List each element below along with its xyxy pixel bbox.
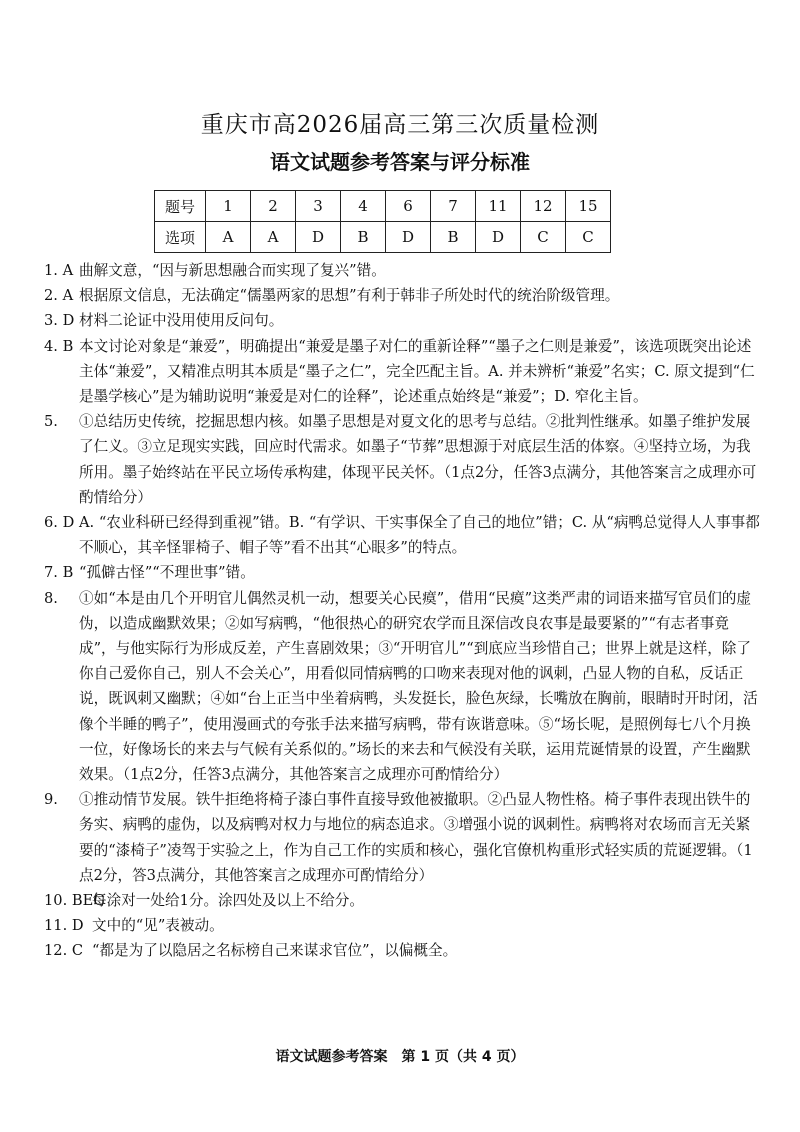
answer-item-8 (44, 586, 760, 788)
answer-item-1 (44, 258, 760, 283)
item-number: 9. (44, 791, 58, 809)
item-number: 8. (44, 589, 58, 607)
item-number: 12. C (44, 942, 84, 960)
answer-item-5 (44, 409, 760, 510)
answer-item-4 (44, 334, 760, 410)
item-text: 根据原文信息，无法确定“儒墨两家的思想”有利于韩非子所处时代的统治阶级管理。 (79, 287, 620, 305)
item-number: 6. D (44, 514, 75, 532)
answer-item-6 (44, 510, 760, 560)
item-text: ①如“本是由几个开明官儿偶然灵机一动，想要关心民瘼”，借用“民瘼”这类严肃的词语来描写官员们的虚伪，以造成幽默效果；②如写病鸭，“他很热心的研究农学而且深信改良农事是最要紧的”“有志者事竟成”，与他实际行为形成反差，产生喜剧效果；③“开明官儿”“到底应当珍惜自己；世界上就是这样，除了你自己爱你自己，别人不会关心”，用看似同情病鸭的口吻来表现对他的讽刺，凸显人物的自私，反话正说，既讽刺又幽默；④如“台上正当中坐着病鸭，头发挺长，脸色灰绿，长嘴放在胸前，眼睛时开时闭，活像个半睡的鸭子”，使用漫画式的夸张手法来描写病鸭，带有诙谐意味。⑤“场长呢，是照例每七八个月换一位，好像场长的来去与气候有关系似的。”场长的来去和气候没有关联，运用荒诞情景的设置，产生幽默效果。（1点2分，任答3点满分，其他答案言之成理亦可酌情给分） (79, 589, 758, 784)
answer-item-3 (44, 308, 760, 333)
table-row-options (155, 222, 611, 253)
item-text: “都是为了以隐居之名标榜自己来谋求官位”，以偏概全。 (92, 942, 458, 960)
answer-item-2 (44, 283, 760, 308)
answer-option: B (341, 222, 386, 253)
item-number: 11. D (44, 917, 84, 935)
answer-item-9 (44, 787, 760, 888)
question-number: 3 (296, 191, 341, 222)
item-text: A. “农业科研已经得到重视”错。B. “有学识、干实事保全了自己的地位”错；C. 从“病鸭总觉得人人事事都不顺心，其辛怪罪椅子、帽子等”看不出其“心眼多”的特点。 (79, 514, 760, 557)
row-label-option: 选项 (155, 222, 206, 253)
answer-key-table (154, 190, 611, 253)
question-number: 4 (341, 191, 386, 222)
question-number: 11 (476, 191, 521, 222)
answer-option: A (206, 222, 251, 253)
question-number: 6 (386, 191, 431, 222)
item-number: 1. A (44, 262, 74, 279)
question-number: 12 (521, 191, 566, 222)
answer-item-7 (44, 560, 760, 585)
question-number: 15 (566, 191, 611, 222)
answer-option: B (431, 222, 476, 253)
item-number: 3. D (44, 312, 75, 330)
answer-option: C (566, 222, 611, 253)
answer-option: D (386, 222, 431, 253)
item-number: 4. B (44, 337, 74, 355)
item-text: “孤僻古怪”“不理世事”错。 (79, 564, 255, 582)
answer-item-11 (44, 913, 760, 938)
table-row-numbers (155, 191, 611, 222)
item-number: 2. A (44, 287, 74, 305)
answer-option: D (476, 222, 521, 253)
row-label-number: 题号 (155, 191, 206, 222)
item-number: 7. B (44, 564, 74, 582)
answer-item-12 (44, 938, 760, 963)
answer-item-10 (44, 888, 760, 913)
item-number: 5. (44, 413, 58, 431)
page-title: 重庆市高2026届高三第三次质量检测 (200, 112, 600, 138)
page-subtitle: 语文试题参考答案与评分标准 (270, 150, 530, 174)
item-text: 每涂对一处给1分。涂四处及以上不给分。 (92, 892, 364, 910)
item-text: 文中的“见”表被动。 (92, 917, 224, 935)
item-text: 曲解文意，“因与新思想融合而实现了复兴”错。 (79, 262, 386, 279)
answer-explanations (44, 258, 760, 964)
question-number: 7 (431, 191, 476, 222)
question-number: 2 (251, 191, 296, 222)
answer-option: C (521, 222, 566, 253)
item-text: ①总结历史传统，挖掘思想内核。如墨子思想是对夏文化的思考与总结。②批判性继承。如墨子维护发展了仁义。③立足现实实践，回应时代需求。如墨子“节葬”思想源于对底层生活的体察。④坚持立场，为我所用。墨子始终站在平民立场传承构建，体现平民关怀。（1点2分，任答3点满分，其他答案言之成理亦可酌情给分） (79, 413, 757, 506)
answer-option: A (251, 222, 296, 253)
item-text: 材料二论证中没用使用反问句。 (79, 312, 284, 330)
item-text: ①推动情节发展。铁牛拒绝将椅子漆白事件直接导致他被撤职。②凸显人物性格。椅子事件表现出铁牛的务实、病鸭的虚伪，以及病鸭对权力与地位的病态追求。③增强小说的讽刺性。病鸭将对农场而言无关紧要的“漆椅子”凌驾于实验之上，作为自己工作的实质和核心，强化官僚机构重形式轻实质的荒诞逻辑。（1点2分，答3点满分，其他答案言之成理亦可酌情给分） (79, 791, 753, 884)
answer-option: D (296, 222, 341, 253)
item-text: 本文讨论对象是“兼爱”，明确提出“兼爱是墨子对仁的重新诠释”“墨子之仁则是兼爱”，该选项既突出论述主体“兼爱”，又精准点明其本质是“墨子之仁”，完全匹配主旨。A. 并未辨析“兼爱”名实；C. 原文提到“仁是墨学核心”是为辅助说明“兼爱是对仁的诠释”，论述重点始终是“兼爱”；D. 窄化主旨。 (79, 337, 755, 406)
page-footer: 语文试题参考答案 第 1 页（共 4 页） (275, 1049, 525, 1065)
question-number: 1 (206, 191, 251, 222)
item-number: 10. BEG (44, 892, 105, 910)
